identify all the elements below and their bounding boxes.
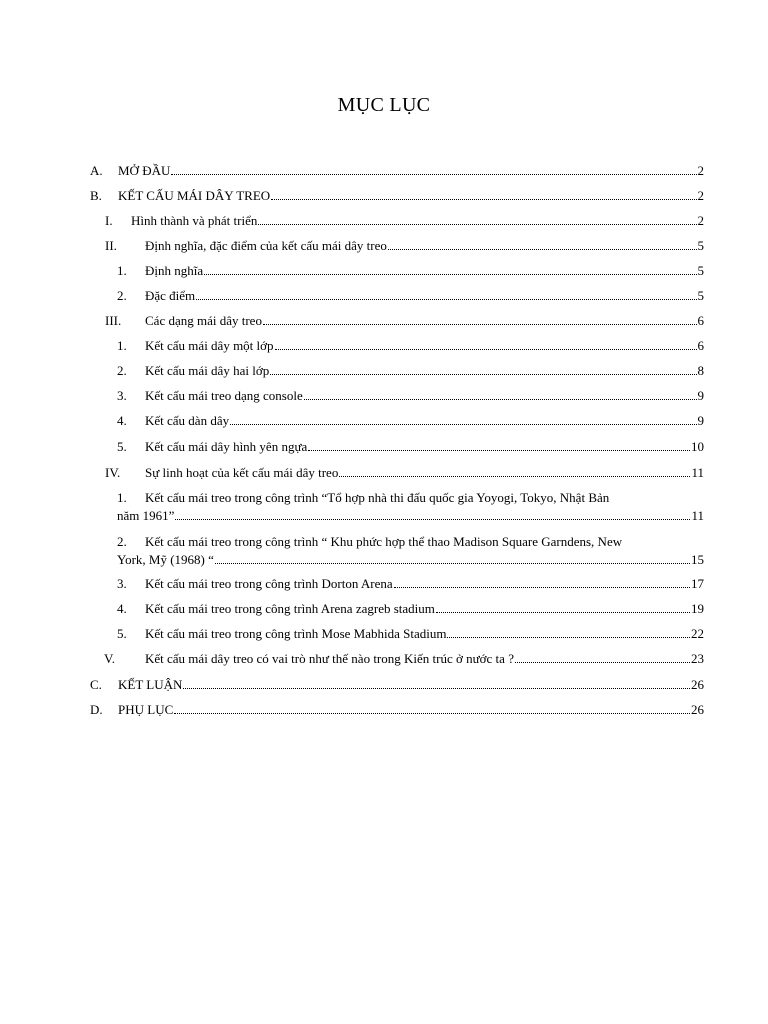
toc-number: III. [105,313,122,328]
toc-number: 1. [117,263,127,278]
toc-page-number: 9 [697,413,704,428]
toc-text: PHỤ LỤC [118,702,174,717]
toc-number: B. [90,188,102,203]
toc-leader [515,662,690,663]
toc-number: D. [90,702,103,717]
toc-page-number: 22 [691,626,704,641]
toc-leader [263,324,697,325]
toc-text: năm 1961” [117,508,175,523]
toc-text: Kết cấu mái treo trong công trình Dorton Arena [145,576,393,591]
toc-entry-a[interactable] [90,163,704,179]
toc-page-number: 19 [691,601,704,616]
toc-number: 3. [117,576,127,591]
toc-leader [388,249,697,250]
toc-page-number: 26 [691,677,704,692]
toc-page-number: 5 [697,288,704,303]
toc-entry-b-ii-2[interactable] [117,288,704,304]
toc-entry-b-iii-4[interactable] [117,413,704,429]
toc-leader [196,299,696,300]
toc-entry-b-iv-5[interactable] [117,626,704,642]
toc-number: II. [105,238,117,253]
toc-leader [447,637,690,638]
toc-text: Kết cấu mái dây hình yên ngựa [145,439,308,454]
page-title: MỤC LỤC [337,94,431,116]
toc-entry-b-iv-2-line1[interactable] [117,534,622,550]
toc-page-number: 10 [691,439,704,454]
toc-leader [258,224,696,225]
toc-text: Kết cấu dàn dây [145,413,230,428]
toc-text: MỞ ĐẦU [118,163,171,178]
toc-entry-b-iii-5[interactable] [117,439,704,455]
toc-page-number: 11 [691,465,704,480]
toc-text: Đặc điểm [145,288,196,303]
toc-number: 2. [117,363,127,378]
toc-page-number: 26 [691,702,704,717]
toc-page-number: 15 [691,552,704,567]
toc-entry-b-ii-1[interactable] [117,263,704,279]
toc-entry-b[interactable] [90,188,704,204]
toc-number: 5. [117,626,127,641]
toc-text: Hình thành và phát triển [131,213,258,228]
toc-page-number: 6 [697,338,704,353]
toc-entry-c[interactable] [90,677,704,693]
toc-text: Kết cấu mái treo trong công trình Arena zagreb stadium [145,601,435,616]
toc-number: 2. [117,534,127,549]
toc-text: Sự linh hoạt của kết cấu mái dây treo [145,465,339,480]
toc-number: 4. [117,601,127,616]
toc-leader [271,199,696,200]
toc-text: KẾT CẤU MÁI DÂY TREO [118,188,271,203]
toc-leader [175,519,690,520]
toc-entry-b-iv-1-line1[interactable] [117,490,609,506]
toc-leader [339,476,690,477]
toc-number: 5. [117,439,127,454]
toc-leader [204,274,696,275]
toc-page-number: 6 [697,313,704,328]
toc-leader [270,374,696,375]
toc-entry-b-iii[interactable] [105,313,704,329]
toc-entry-b-iv-4[interactable] [117,601,704,617]
toc-page-number: 5 [697,263,704,278]
toc-leader [215,563,690,564]
toc-entry-b-iv[interactable] [105,465,704,481]
toc-entry-b-iii-1[interactable] [117,338,704,354]
toc-leader [183,688,690,689]
toc-leader [275,349,697,350]
toc-page-number: 2 [697,163,704,178]
toc-number: 2. [117,288,127,303]
toc-entry-b-iv-1[interactable] [117,508,704,524]
toc-text: Định nghĩa [145,263,204,278]
toc-text: Định nghĩa, đặc điểm của kết cấu mái dây treo [145,238,387,253]
toc-entry-b-i[interactable] [105,213,704,229]
toc-page-number: 11 [691,508,704,523]
toc-leader [436,612,690,613]
toc-entry-b-iv-2[interactable] [117,552,704,568]
toc-number: 1. [117,490,127,505]
toc-text: Kết cấu mái dây treo có vai trò như thế nào trong Kiến trúc ở nước ta ? [145,651,514,666]
toc-page-number: 2 [697,188,704,203]
toc-number: C. [90,677,102,692]
toc-page-number: 5 [697,238,704,253]
toc-leader [394,587,690,588]
toc-text: Kết cấu mái treo trong công trình “ Khu phức hợp thể thao Madison Square Garndens, New [145,534,623,549]
toc-number: V. [104,651,115,666]
toc-page-number: 2 [697,213,704,228]
toc-entry-b-v[interactable] [104,651,704,667]
toc-text: Kết cấu mái dây hai lớp [145,363,270,378]
toc-text: York, Mỹ (1968) “ [117,552,214,567]
toc-leader [230,424,696,425]
toc-page-number: 17 [691,576,704,591]
toc-leader [304,399,697,400]
toc-text: KẾT LUẬN [118,677,183,692]
toc-text: Kết cấu mái treo dạng console [145,388,303,403]
toc-number: I. [105,213,113,228]
toc-text: Kết cấu mái dây một lớp [145,338,274,353]
toc-entry-b-ii[interactable] [105,238,704,254]
toc-page-number: 9 [697,388,704,403]
toc-entry-d[interactable] [90,702,704,718]
toc-entry-b-iii-2[interactable] [117,363,704,379]
toc-leader [308,450,690,451]
toc-text: Kết cấu mái treo trong công trình “Tổ hợp nhà thi đấu quốc gia Yoyogi, Tokyo, Nhật Bản [145,490,610,505]
toc-entry-b-iii-3[interactable] [117,388,704,404]
toc-text: Các dạng mái dây treo [145,313,262,328]
toc-number: 4. [117,413,127,428]
toc-text: Kết cấu mái treo trong công trình Mose Mabhida Stadium [145,626,447,641]
toc-leader [174,713,690,714]
toc-page-number: 8 [697,363,704,378]
toc-leader [171,174,696,175]
toc-number: IV. [105,465,121,480]
toc-page-number: 23 [691,651,704,666]
toc-number: A. [90,163,103,178]
toc-number: 1. [117,338,127,353]
toc-number: 3. [117,388,127,403]
toc-entry-b-iv-3[interactable] [117,576,704,592]
